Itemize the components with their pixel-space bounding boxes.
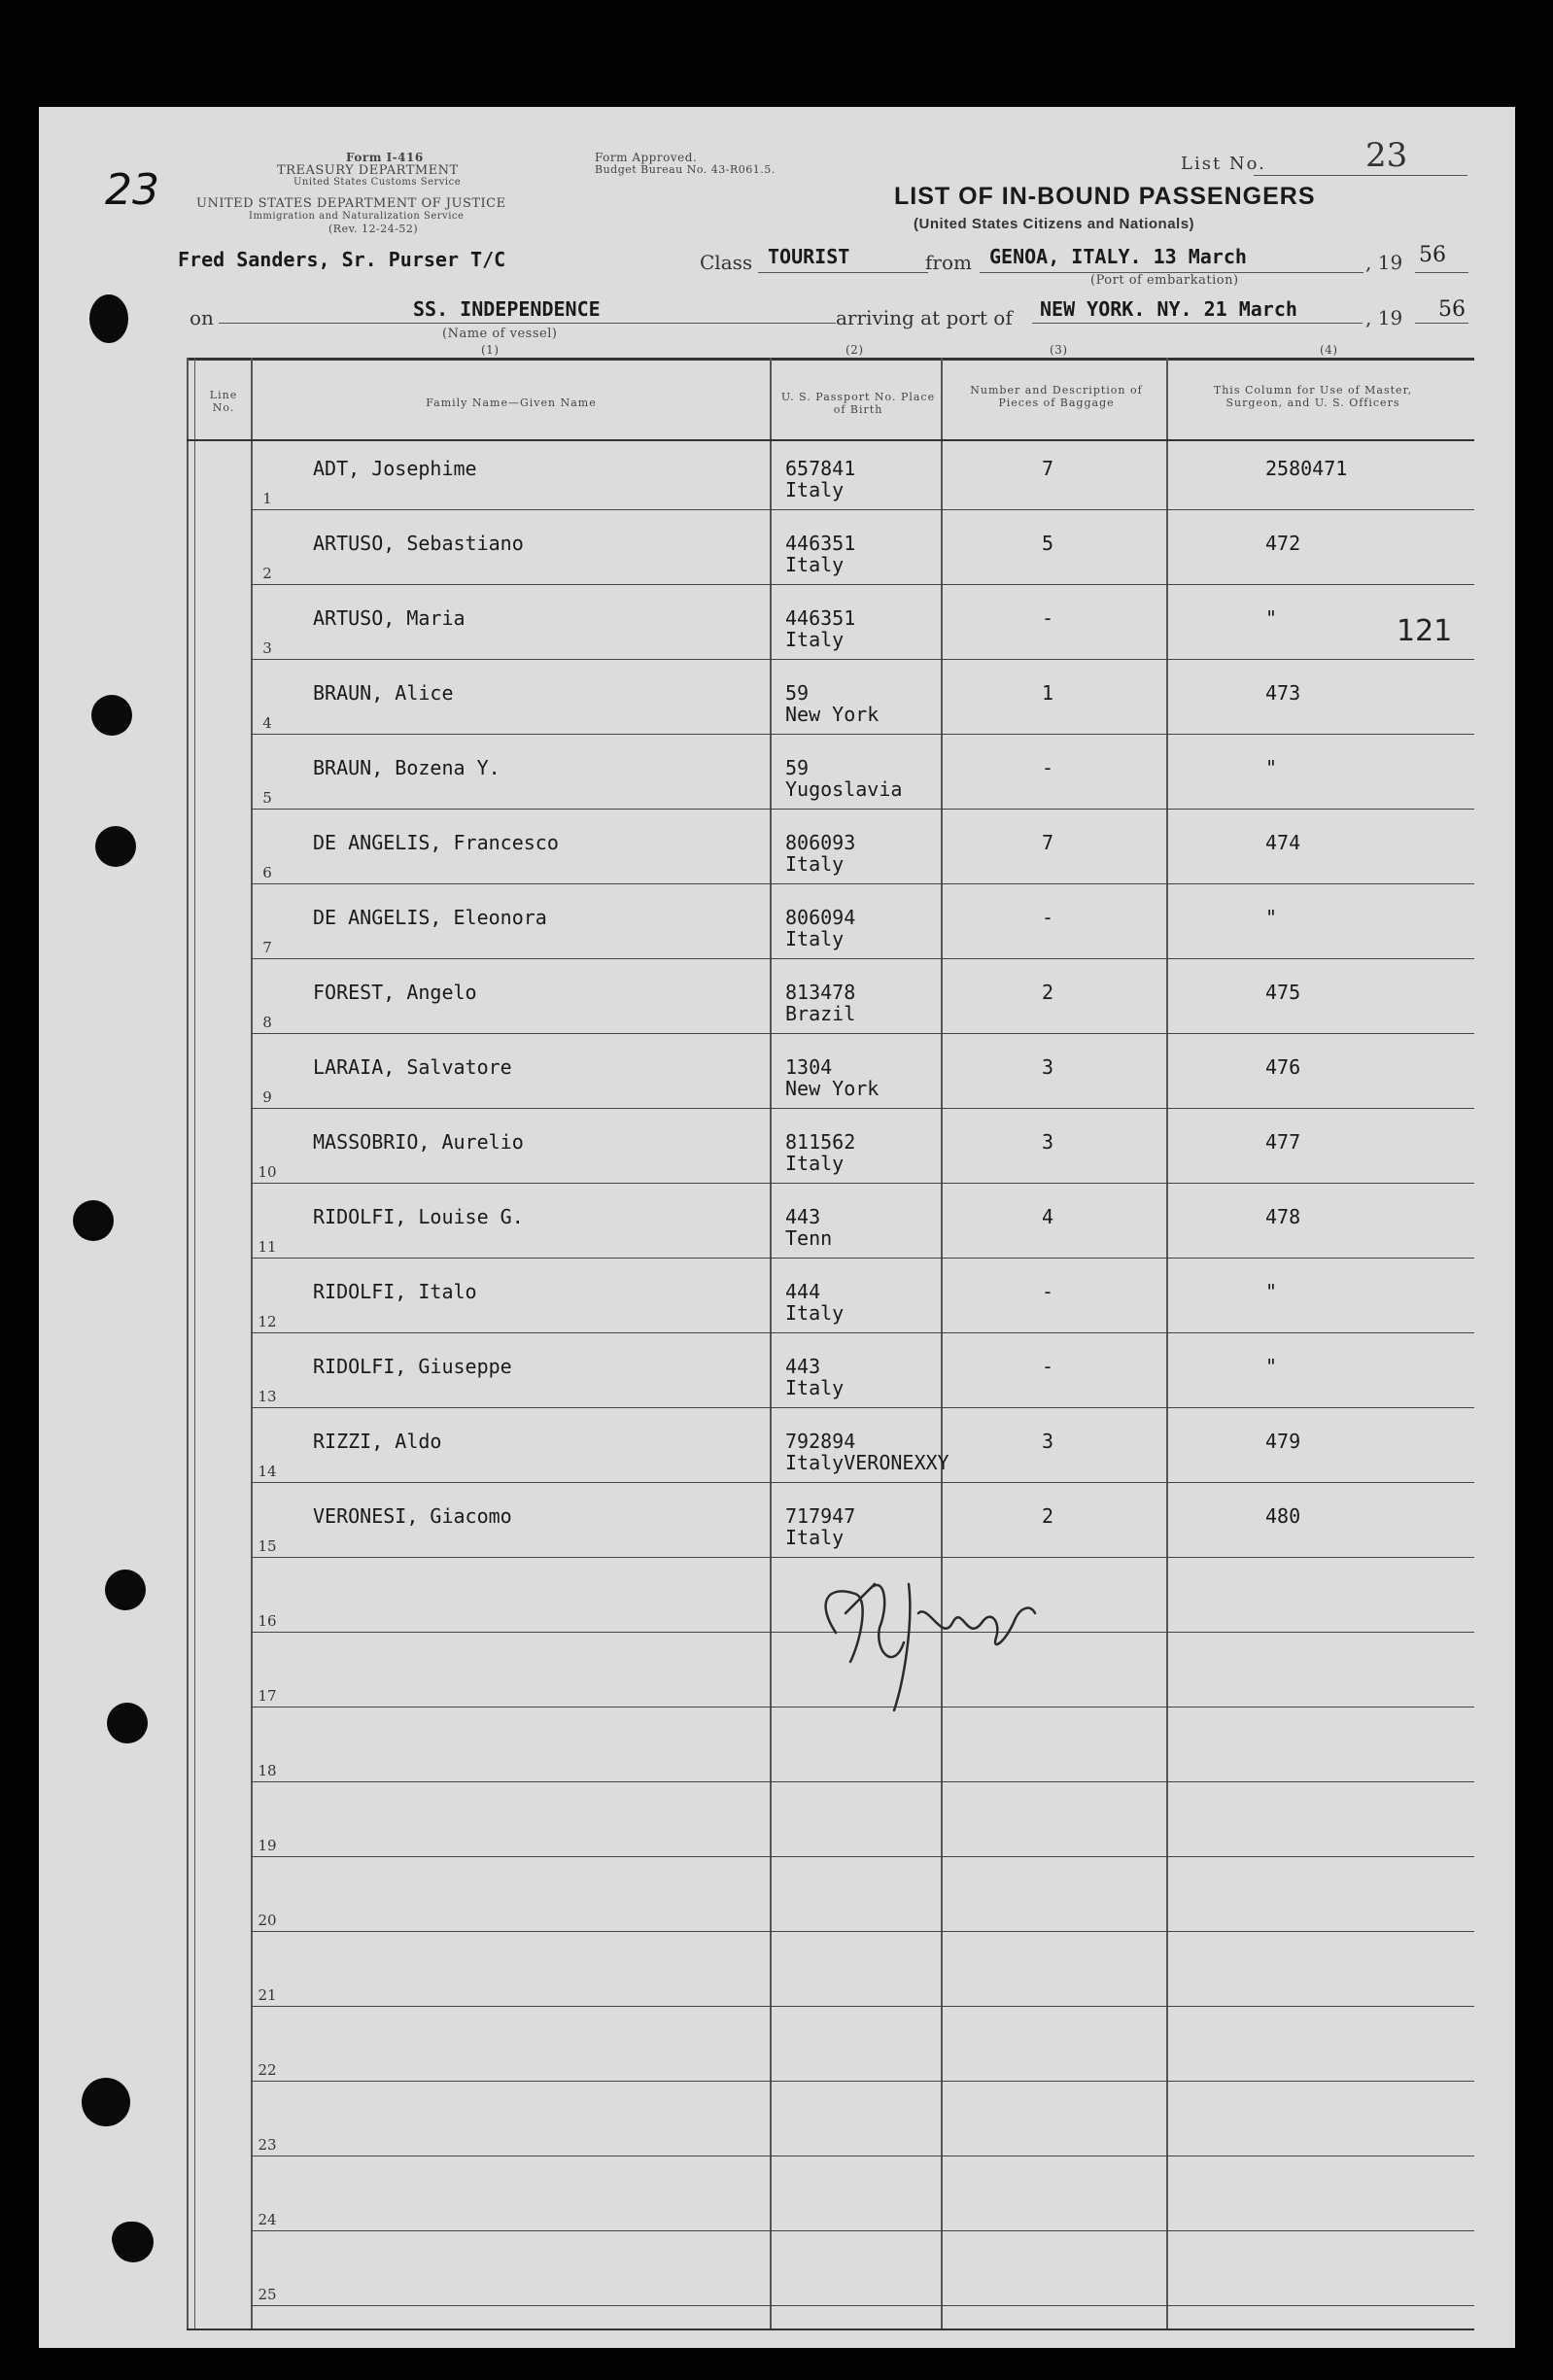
place-of-birth: ItalyVERONEXXY [785, 1451, 949, 1474]
side-number: 121 [1397, 614, 1453, 648]
place-of-birth: Italy [785, 927, 845, 950]
place-of-birth: Italy [785, 1526, 845, 1549]
row-rule [251, 2230, 1474, 2231]
row-rule [251, 584, 1474, 585]
vessel-name: SS. INDEPENDENCE [413, 297, 601, 321]
line-number: 6 [262, 864, 272, 881]
header-baggage: Number and Description of Pieces of Baggage [970, 384, 1143, 409]
line-number: 25 [258, 2286, 277, 2303]
budget-bureau: Budget Bureau No. 43-R061.5. [595, 163, 776, 176]
row-rule [251, 1407, 1474, 1408]
list-no-value: 23 [1365, 136, 1408, 175]
passenger-name: RIZZI, Aldo [313, 1430, 442, 1453]
justice-label: UNITED STATES DEPARTMENT OF JUSTICE [196, 196, 506, 211]
officer-number: 476 [1265, 1055, 1301, 1079]
line-number: 24 [258, 2211, 277, 2228]
from-label: from [925, 251, 972, 274]
line-number: 4 [262, 714, 272, 732]
passport-number: 1304 [785, 1055, 833, 1079]
page-title: LIST OF IN-BOUND PASSENGERS [894, 183, 1316, 210]
passport-number: 59 [785, 681, 810, 705]
line-number: 1 [262, 490, 272, 507]
passenger-name: VERONESI, Giacomo [313, 1504, 512, 1528]
passport-number: 806093 [785, 831, 856, 854]
officer-number: 477 [1265, 1130, 1301, 1154]
passenger-name: RIDOLFI, Giuseppe [313, 1355, 512, 1378]
officer-number: 472 [1265, 532, 1301, 555]
year-prefix: , 19 [1365, 251, 1403, 274]
line-number: 19 [258, 1837, 277, 1854]
list-no-label: List No. [1181, 154, 1266, 174]
row-rule [251, 883, 1474, 884]
row-rule [251, 1258, 1474, 1259]
passport-number: 59 [785, 756, 810, 779]
passport-number: 813478 [785, 981, 856, 1004]
class-underline [758, 272, 928, 273]
line-number: 21 [258, 1986, 277, 2004]
passport-number: 806094 [785, 906, 856, 929]
punch-hole [82, 2078, 130, 2126]
passenger-name: LARAIA, Salvatore [313, 1055, 512, 1079]
baggage-count: 3 [1042, 1430, 1054, 1453]
line-number: 23 [258, 2136, 277, 2154]
arrival-underline [1032, 323, 1363, 324]
passport-number: 446351 [785, 606, 856, 630]
place-of-birth: New York [785, 1077, 880, 1100]
line-number: 7 [262, 939, 272, 956]
baggage-count: 2 [1042, 981, 1054, 1004]
line-number: 8 [262, 1014, 272, 1031]
row-rule [251, 1108, 1474, 1109]
officer-number: " [1265, 906, 1278, 929]
punch-hole [89, 294, 128, 343]
manifest-sheet [39, 107, 1515, 2348]
passport-number: 446351 [785, 532, 856, 555]
header-bottom-border [187, 439, 1474, 441]
baggage-count: 3 [1042, 1130, 1054, 1154]
col-marker-2: (2) [846, 343, 864, 357]
baggage-count: - [1042, 606, 1054, 630]
col-marker-1: (1) [481, 343, 500, 357]
list-no-underline [1254, 175, 1467, 176]
baggage-count: 3 [1042, 1055, 1054, 1079]
header-officers: This Column for Use of Master, Surgeon, and U. S. Officers [1213, 384, 1413, 409]
col-border-baggage [1166, 358, 1168, 2330]
passport-number: 443 [785, 1205, 821, 1228]
passenger-name: RIDOLFI, Italo [313, 1280, 477, 1303]
officer-number: 479 [1265, 1430, 1301, 1453]
officer-number: 473 [1265, 681, 1301, 705]
line-number: 11 [258, 1238, 277, 1256]
baggage-count: 7 [1042, 457, 1054, 480]
line-number: 14 [258, 1463, 277, 1480]
baggage-count: 7 [1042, 831, 1054, 854]
year-prefix-2: , 19 [1365, 306, 1403, 329]
port-embark-caption: (Port of embarkation) [1090, 273, 1239, 288]
passenger-name: DE ANGELIS, Eleonora [313, 906, 547, 929]
passport-number: 443 [785, 1355, 821, 1378]
punch-hole [95, 826, 136, 867]
line-number: 18 [258, 1762, 277, 1779]
col-border-left-2 [194, 358, 195, 2330]
baggage-count: - [1042, 1280, 1054, 1303]
passenger-name: BRAUN, Alice [313, 681, 454, 705]
officer-number: " [1265, 1355, 1278, 1378]
officer-number: 480 [1265, 1504, 1301, 1528]
place-of-birth: Italy [785, 1301, 845, 1325]
row-rule [251, 509, 1474, 510]
punch-hole [105, 1569, 146, 1610]
table-bottom-border [187, 2328, 1474, 2330]
officer-number: 475 [1265, 981, 1301, 1004]
officer-number: " [1265, 1280, 1278, 1303]
row-rule [251, 1482, 1474, 1483]
baggage-count: - [1042, 756, 1054, 779]
customs-label: United States Customs Service [293, 177, 462, 188]
year-value: 56 [1419, 243, 1446, 267]
punch-hole [73, 1200, 114, 1241]
vessel-caption: (Name of vessel) [442, 327, 558, 341]
year-underline-2 [1415, 323, 1468, 324]
punch-hole [107, 1703, 148, 1743]
header-line-no: Line No. [209, 389, 238, 414]
treasury-label: TREASURY DEPARTMENT [277, 163, 459, 178]
col-marker-4: (4) [1320, 343, 1338, 357]
line-number: 12 [258, 1313, 277, 1330]
passport-number: 657841 [785, 457, 856, 480]
officer-number: 474 [1265, 831, 1301, 854]
passenger-name: DE ANGELIS, Francesco [313, 831, 559, 854]
officer-number: 478 [1265, 1205, 1301, 1228]
row-rule [251, 2081, 1474, 2082]
row-rule [251, 1033, 1474, 1034]
row-rule [251, 1332, 1474, 1333]
passport-number: 811562 [785, 1130, 856, 1154]
baggage-count: - [1042, 906, 1054, 929]
line-number: 16 [258, 1612, 277, 1630]
passenger-name: ARTUSO, Sebastiano [313, 532, 524, 555]
line-number: 13 [258, 1388, 277, 1405]
row-rule [251, 1856, 1474, 1857]
class-value: TOURIST [768, 245, 850, 268]
place-of-birth: Italy [785, 553, 845, 576]
line-number: 3 [262, 639, 272, 657]
arrival-value: NEW YORK. NY. 21 March [1040, 297, 1297, 321]
place-of-birth: Italy [785, 478, 845, 501]
form-number: Form I-416 [346, 151, 424, 164]
place-of-birth: Yugoslavia [785, 777, 903, 801]
margin-mark: 23 [105, 165, 159, 215]
row-rule [251, 659, 1474, 660]
page-subtitle: (United States Citizens and Nationals) [914, 216, 1195, 232]
punch-hole [112, 2222, 149, 2257]
baggage-count: 4 [1042, 1205, 1054, 1228]
baggage-count: - [1042, 1355, 1054, 1378]
punch-hole [91, 695, 132, 736]
on-label: on [190, 306, 214, 329]
passenger-name: ARTUSO, Maria [313, 606, 466, 630]
passenger-name: ADT, Josephime [313, 457, 477, 480]
place-of-birth: Italy [785, 628, 845, 651]
line-number: 22 [258, 2061, 277, 2079]
signature [797, 1545, 1088, 1720]
baggage-count: 1 [1042, 681, 1054, 705]
officer-number: " [1265, 756, 1278, 779]
passport-number: 792894 [785, 1430, 856, 1453]
class-label: Class [700, 251, 753, 274]
line-number: 5 [262, 789, 272, 807]
line-number: 15 [258, 1537, 277, 1555]
from-value: GENOA, ITALY. 13 March [989, 245, 1247, 268]
passport-number: 444 [785, 1280, 821, 1303]
vessel-underline [219, 323, 836, 324]
passport-number: 717947 [785, 1504, 856, 1528]
passenger-name: FOREST, Angelo [313, 981, 477, 1004]
year-value-2: 56 [1438, 297, 1466, 322]
line-number: 10 [258, 1163, 277, 1181]
purser-name: Fred Sanders, Sr. Purser T/C [178, 248, 506, 271]
row-rule [251, 1781, 1474, 1782]
header-name: Family Name—Given Name [426, 397, 597, 409]
col-marker-3: (3) [1050, 343, 1068, 357]
baggage-count: 2 [1042, 1504, 1054, 1528]
col-border-name [770, 358, 772, 2330]
row-rule [251, 958, 1474, 959]
line-number: 2 [262, 565, 272, 582]
table-top-border [187, 358, 1474, 361]
place-of-birth: Italy [785, 852, 845, 876]
row-rule [251, 2006, 1474, 2007]
revision-label: (Rev. 12-24-52) [328, 223, 419, 235]
form-approved: Form Approved. [595, 151, 698, 164]
baggage-count: 5 [1042, 532, 1054, 555]
row-rule [251, 2305, 1474, 2306]
col-border-passport [941, 358, 943, 2330]
col-border-left [187, 358, 189, 2330]
row-rule [251, 1931, 1474, 1932]
passenger-name: RIDOLFI, Louise G. [313, 1205, 524, 1228]
line-number: 20 [258, 1912, 277, 1929]
row-rule [251, 734, 1474, 735]
row-rule [251, 809, 1474, 810]
year-underline [1415, 272, 1468, 273]
arriving-label: arriving at port of [836, 306, 1013, 329]
place-of-birth: Italy [785, 1152, 845, 1175]
place-of-birth: New York [785, 703, 880, 726]
place-of-birth: Brazil [785, 1002, 856, 1025]
place-of-birth: Italy [785, 1376, 845, 1399]
place-of-birth: Tenn [785, 1226, 833, 1250]
line-number: 9 [262, 1088, 272, 1106]
passenger-name: BRAUN, Bozena Y. [313, 756, 500, 779]
officer-number: 2580471 [1265, 457, 1348, 480]
officer-number: " [1265, 606, 1278, 630]
immigration-label: Immigration and Naturalization Service [249, 211, 465, 222]
passenger-name: MASSOBRIO, Aurelio [313, 1130, 524, 1154]
row-rule [251, 1183, 1474, 1184]
line-number: 17 [258, 1687, 277, 1705]
header-passport: U. S. Passport No. Place of Birth [780, 391, 936, 416]
